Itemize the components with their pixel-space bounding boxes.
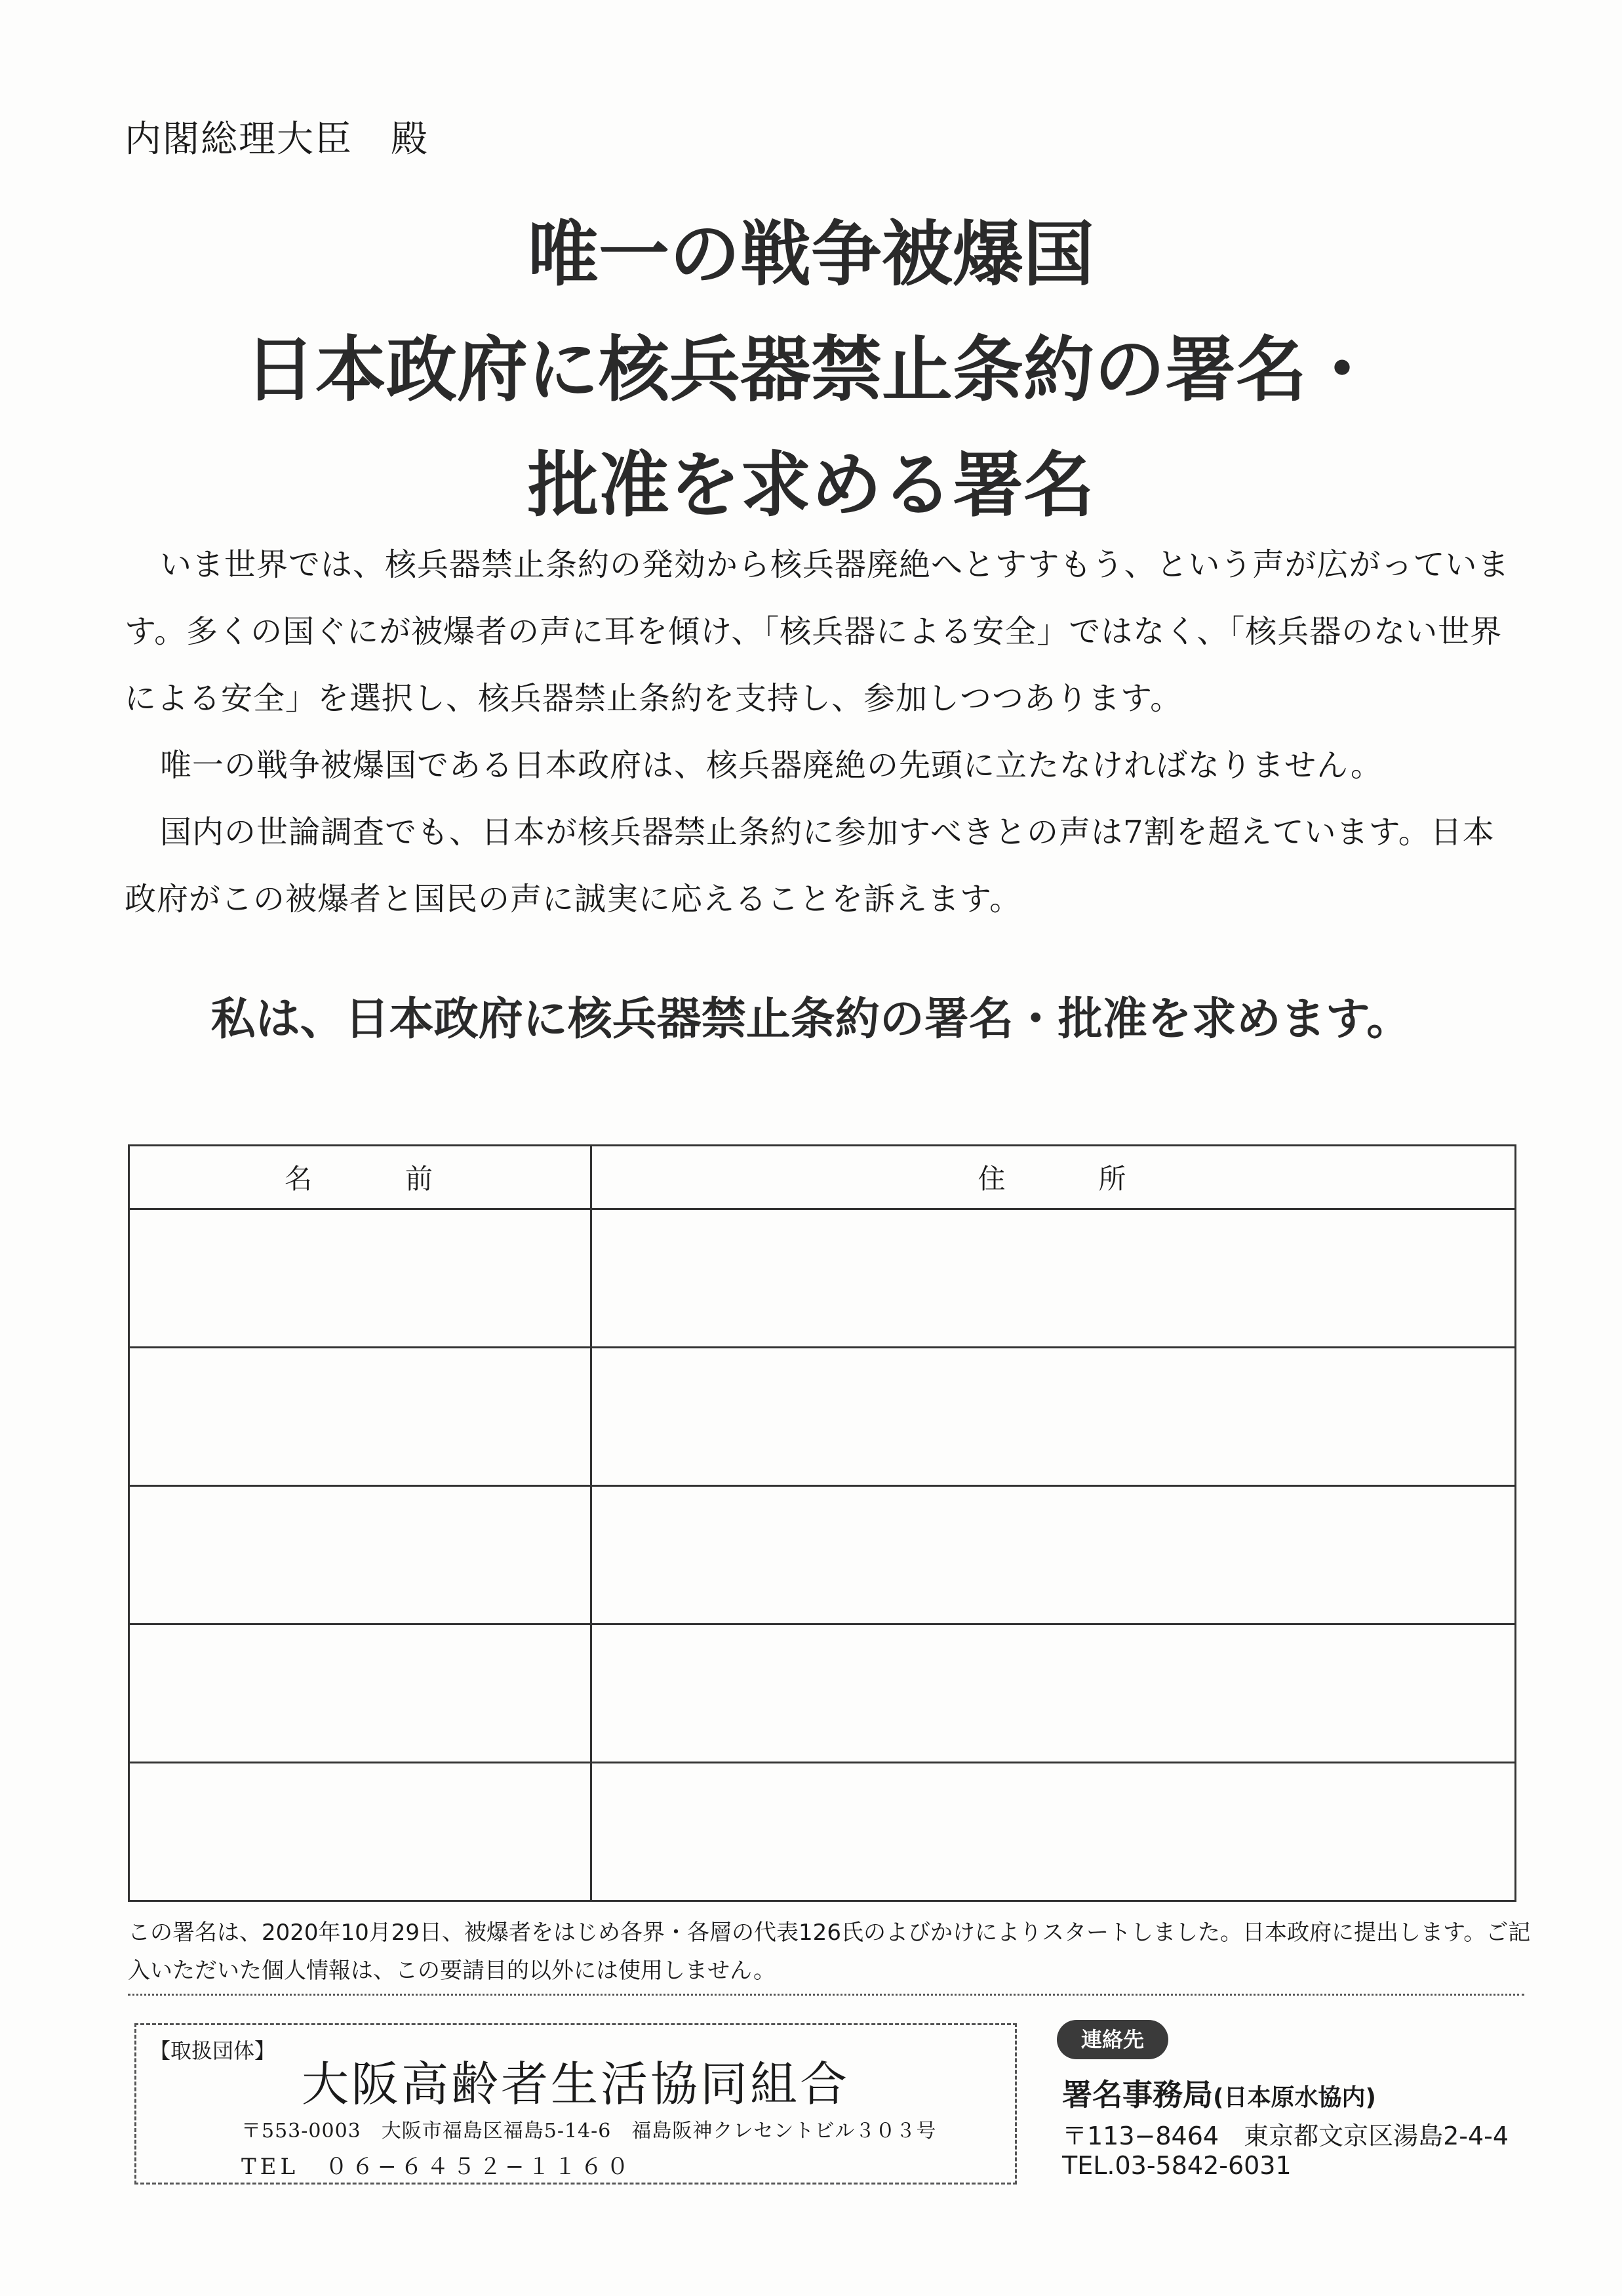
body-paragraph-1: いま世界では、核兵器禁止条約の発効から核兵器廃絶へとすすもう、という声が広がっています。多くの国ぐにが被爆者の声に耳を傾け、「核兵器による安全」ではなく、「核兵器のない世界による安全」を選択し、核兵器禁止条約を支持し、参加しつつあります。 [125,546,1510,717]
organization-box [134,2023,1017,2185]
name-cell[interactable] [129,1624,591,1763]
address-cell[interactable] [591,1209,1516,1348]
declaration-statement: 私は、日本政府に核兵器禁止条約の署名・批准を求めます。 [210,993,1412,1045]
divider [128,1994,1524,1996]
title-line-3: 批准を求める署名 [527,444,1094,527]
title-line-2: 日本政府に核兵器禁止条約の署名・ [244,329,1377,411]
address-cell[interactable] [591,1624,1516,1763]
address-cell[interactable] [591,1763,1516,1901]
header-name: 名 前 [129,1146,591,1209]
signature-table [128,1144,1516,1902]
signature-table-header [129,1146,1516,1209]
header-address: 住 所 [591,1146,1516,1209]
organization-tel: TEL ０６−６４５２−１１６０ [241,2154,633,2180]
contact-badge: 連絡先 [1057,2020,1168,2059]
signature-row [129,1624,1516,1763]
contact-office-name: 署名事務局 [1062,2077,1213,2112]
petition-body [125,531,1514,933]
signature-row [129,1486,1516,1624]
organization-address: 〒553-0003 大阪市福島区福島5-14-6 福島阪神クレセントビル３０３号 [241,2120,937,2143]
title-line-1: 唯一の戦争被爆国 [527,213,1094,296]
body-paragraph-3: 国内の世論調査でも、日本が核兵器禁止条約に参加すべきとの声は7割を超えています。日本政府がこの被爆者と国民の声に誠実に応えることを訴えます。 [125,814,1495,917]
body-paragraph-2: 唯一の戦争被爆国である日本政府は、核兵器廃絶の先頭に立たなければなりません。 [160,747,1383,784]
signature-row [129,1209,1516,1348]
signature-row [129,1348,1516,1486]
addressee: 内閣総理大臣 殿 [125,118,429,161]
contact-tel: TEL.03-5842-6031 [1062,2151,1292,2180]
petition-title [0,197,1622,543]
footnote: この署名は、2020年10月29日、被爆者をはじめ各界・各層の代表126氏のよびかけによりスタートしました。日本政府に提出します。ご記入いただいた個人情報は、この要請目的以外には使用しません。 [128,1920,1531,1984]
signature-row [129,1763,1516,1901]
organization-label: 【取扱団体】 [149,2038,276,2063]
name-cell[interactable] [129,1763,591,1901]
contact-office [1062,2071,1376,2114]
organization-name: 大阪高齢者生活協同組合 [301,2057,850,2112]
name-cell[interactable] [129,1348,591,1486]
name-cell[interactable] [129,1486,591,1624]
address-cell[interactable] [591,1348,1516,1486]
name-cell[interactable] [129,1209,591,1348]
contact-address: 〒113−8464 東京都文京区湯島2-4-4 [1062,2122,1509,2150]
address-cell[interactable] [591,1486,1516,1624]
contact-office-paren: (日本原水協内) [1213,2084,1376,2111]
